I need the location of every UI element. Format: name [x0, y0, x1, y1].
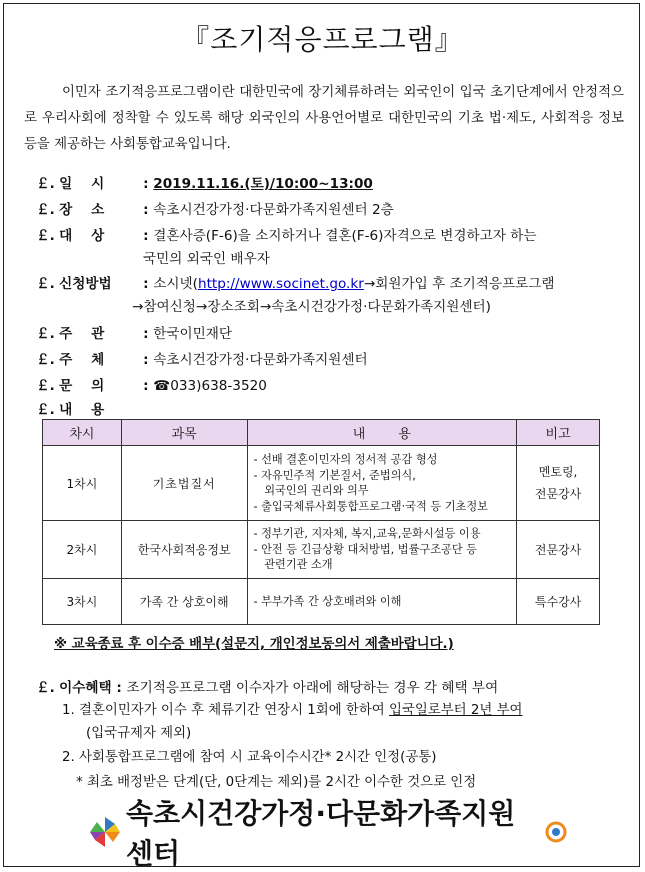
organizer-value: 속초시건강가정·다문화가족지원센터 [153, 352, 368, 368]
subject-cell: 가족 간 상호이해 [121, 579, 247, 625]
content-item: 외국인의 권리와 의무 [253, 484, 369, 497]
note-line: 전문강사 [534, 487, 582, 501]
bullet-mark: ￡. [36, 202, 55, 218]
header-session: 차시 [43, 420, 122, 446]
info-organizer: ￡. 주 체 : 속초시건강가정·다문화가족지원센터 [36, 348, 368, 368]
note-cell [517, 579, 600, 625]
info-host: ￡. 주 관 : 한국이민재단 [36, 322, 232, 342]
contact-label: 문 의 [59, 378, 105, 394]
content-item: - 선배 결혼이민자의 정서적 공감 형성 [253, 453, 438, 466]
apply-suffix: →회원가입 후 조기적응프로그램 [363, 276, 555, 292]
bullet-mark: ￡. [36, 176, 55, 192]
bullet-mark: ￡. [36, 228, 55, 244]
benefit-item1-text: 1. 결혼이민자가 이수 후 체류기간 연장시 1회에 한하여 [62, 703, 389, 718]
session-cell: 1차시 [43, 446, 122, 521]
subject-cell: 한국사회적응정보 [121, 521, 247, 579]
place-label: 장 소 [59, 202, 105, 218]
info-apply: ￡. 신청방법 : 소시넷(http://www.socinet.go.kr→회원가입 후 조기적응프로그램 [36, 272, 555, 292]
content-cell [247, 446, 517, 521]
table-row [43, 446, 600, 521]
place-value: 속초시건강가정·다문화가족지원센터 2층 [153, 202, 394, 218]
content-cell [247, 521, 517, 579]
benefit-item-2: 2. 사회통합프로그램에 참여 시 교육이수시간* 2시간 인정(공통) [62, 750, 437, 765]
page-title: 『조기적응프로그램』 [181, 23, 464, 56]
target-label: 대 상 [59, 228, 105, 244]
intro-paragraph [24, 80, 624, 158]
content-label: 내 용 [59, 402, 105, 418]
date-value: 2019.11.16.(토)/10:00~13:00 [153, 176, 373, 192]
header-note: 비고 [517, 420, 600, 446]
content-item: - 자유민주적 기본질서, 준법의식, [253, 468, 416, 482]
host-label: 주 관 [59, 326, 105, 342]
content-cell [247, 579, 517, 625]
host-value: 한국이민재단 [153, 326, 233, 342]
target-value-line1: 결혼사증(F-6)을 소지하거나 결혼(F-6)자격으로 변경하고자 하는 [153, 228, 537, 244]
info-date: ￡. 일 시 : 2019.11.16.(토)/10:00~13:00 [36, 172, 373, 192]
completion-notice: ※ 교육종료 후 이수증 배부(설문지, 개인정보동의서 제출바랍니다.) [54, 637, 454, 652]
content-item: - 출입국체류사회통합프로그램·국적 등 기초정보 [253, 499, 488, 513]
info-contact: ￡. 문 의 : ☎033)638-3520 [36, 374, 267, 394]
target-value-line2: 국민의 외국인 배우자 [143, 251, 270, 267]
info-benefit: ￡. 이수혜택 : 조기적응프로그램 이수자가 아래에 해당하는 경우 각 혜택 부여 [36, 676, 498, 696]
bullet-mark: ￡. [36, 276, 55, 292]
apply-label: 신청방법 [59, 276, 112, 292]
table-header-row [43, 420, 600, 446]
bullet-mark: ￡. [36, 378, 55, 394]
logo-text: 속초시건강가정·다문화가족지원센터 [126, 797, 516, 870]
benefit-value: 조기적응프로그램 이수자가 아래에 해당하는 경우 각 혜택 부여 [126, 680, 499, 696]
bullet-mark: ￡. [36, 680, 55, 696]
benefit-item2-note: * 최초 배정받은 단계(단, 0단계는 제외)를 2시간 이수한 것으로 인정 [76, 775, 477, 790]
bullet-mark: ￡. [36, 352, 55, 368]
subject-cell: 기초법질서 [121, 446, 247, 521]
organizer-label: 주 체 [59, 352, 105, 368]
table-row [43, 521, 600, 579]
header-content: 내 용 [247, 420, 517, 446]
swirl-icon [544, 820, 568, 844]
note-cell [517, 446, 600, 521]
session-cell: 2차시 [43, 521, 122, 579]
pinwheel-icon [88, 815, 122, 849]
note-line: 특수강사 [534, 595, 582, 609]
apply-value-line2: →참여신청→장소조회→속초시건강가정·다문화가족지원센터) [132, 299, 491, 315]
program-table [42, 419, 600, 625]
content-item: - 정부기관, 지자체, 복지,교육,문화시설등 이용 [253, 527, 481, 541]
benefit-label: 이수혜택 [59, 680, 112, 696]
table-row [43, 579, 600, 625]
session-cell: 3차시 [43, 579, 122, 625]
benefit-item-1 [62, 699, 522, 718]
info-place: ￡. 장 소 : 속초시건강가정·다문화가족지원센터 2층 [36, 198, 394, 218]
phone-icon: ☎ [153, 378, 171, 394]
content-item: - 부부가족 간 상호배려와 이해 [253, 594, 402, 608]
date-label: 일 시 [59, 176, 105, 192]
contact-value: 033)638-3520 [170, 378, 267, 394]
header-subject: 과목 [121, 420, 247, 446]
benefit-item1-underlined: 입국일로부터 2년 부여 [389, 703, 523, 718]
bullet-mark: ￡. [36, 402, 55, 418]
apply-prefix: 소시넷( [153, 276, 198, 292]
note-line: 멘토링, [538, 465, 578, 479]
socinet-link[interactable]: http://www.socinet.go.kr [197, 276, 364, 292]
note-line: 전문강사 [534, 543, 582, 557]
info-content [36, 398, 143, 418]
content-item: 관련기관 소개 [253, 558, 333, 572]
info-target: ￡. 대 상 : 결혼사증(F-6)을 소지하거나 결혼(F-6)자격으로 변경하고자 하는 [36, 224, 537, 244]
bullet-mark: ￡. [36, 326, 55, 342]
note-cell [517, 521, 600, 579]
center-logo [88, 797, 568, 870]
content-item: - 안전 등 긴급상황 대처방법, 법률구조공단 등 [253, 542, 477, 556]
benefit-item1-line2: (입국규제자 제외) [86, 726, 192, 741]
intro-text: 이민자 조기적응프로그램이란 대한민국에 장기체류하려는 외국인이 입국 초기단계에서 안정적으로 우리사회에 정착할 수 있도록 해당 외국인의 사용언어별로 대한민국의 기초 법·제도, 사회적응 정보 등을 제공하는 사회통합교육입니다. [24, 85, 624, 152]
